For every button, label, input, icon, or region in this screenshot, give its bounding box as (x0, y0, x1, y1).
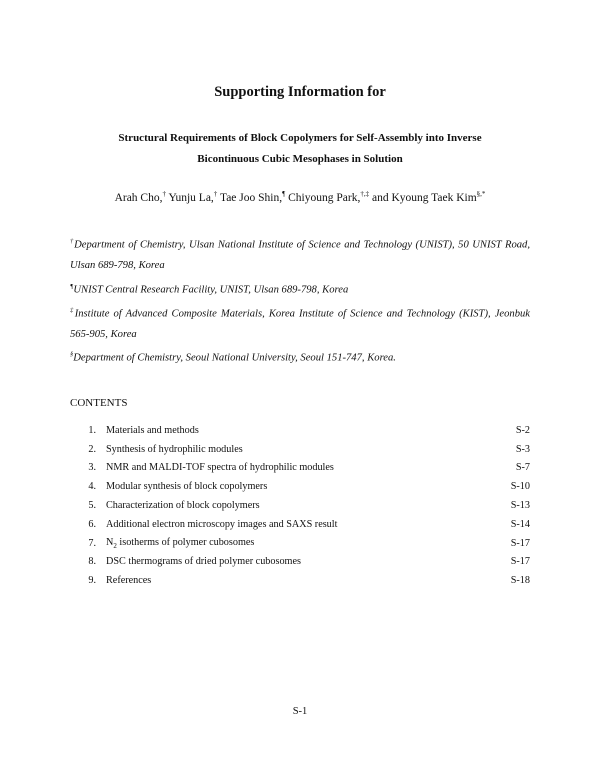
toc-label: Materials and methods (106, 424, 199, 436)
toc-label-subscript: 2 (113, 541, 117, 550)
toc-item[interactable] (70, 440, 530, 459)
author-mark: † (213, 190, 218, 198)
toc-page: S-10 (510, 481, 530, 493)
author-mark: † (162, 190, 166, 198)
toc-number: 4. (88, 481, 96, 493)
author-name: Arah Cho, (114, 191, 163, 204)
toc-item[interactable] (70, 477, 530, 496)
toc-item[interactable] (70, 459, 530, 478)
toc-label: Modular synthesis of block copolymers (106, 481, 268, 493)
toc-page: S-7 (515, 462, 530, 474)
affiliation (70, 232, 530, 277)
toc-page: S-18 (510, 575, 530, 587)
toc-page: S-13 (510, 500, 530, 512)
toc-item[interactable] (70, 515, 530, 534)
toc-label (106, 537, 482, 550)
toc-number: 1. (88, 424, 96, 436)
toc-page: S-17 (510, 556, 530, 568)
toc-label-rest: isotherms of polymer cubosomes (116, 536, 255, 548)
toc-label: DSC thermograms of dried polymer cubosomes (106, 556, 301, 568)
toc-number: 3. (88, 462, 96, 474)
toc-label: NMR and MALDI-TOF spectra of hydrophilic modules (106, 462, 334, 474)
table-of-contents (70, 421, 530, 590)
toc-item[interactable] (70, 534, 530, 553)
toc-page: S-3 (515, 443, 530, 455)
affiliation-text: Department of Chemistry, Ulsan National Institute of Science and Technology (UNIST), 50 UNIST Road, Ulsan 689-798, Korea (70, 239, 531, 272)
author-name: Yunju La, (168, 191, 214, 204)
toc-label: Additional electron microscopy images and SAXS result (106, 518, 338, 530)
author-list (0, 190, 600, 204)
toc-label: Synthesis of hydrophilic modules (106, 443, 243, 455)
toc-item[interactable] (70, 421, 530, 440)
toc-label: References (106, 575, 152, 587)
page-title: Supporting Information for (214, 84, 386, 100)
paper-title-line-2: Bicontinuous Cubic Mesophases in Solution (197, 153, 403, 165)
affiliation-text: Department of Chemistry, Seoul National University, Seoul 151-747, Korea. (73, 352, 396, 364)
affiliation-mark: ‡ (70, 306, 75, 314)
toc-page: S-17 (510, 537, 530, 549)
toc-number: 7. (88, 537, 96, 549)
paper-title-line-1: Structural Requirements of Block Copolymers for Self-Assembly into Inverse (118, 132, 482, 144)
toc-page: S-14 (510, 518, 530, 530)
toc-page: S-2 (515, 424, 530, 436)
affiliation (70, 277, 530, 301)
toc-label-formula: N (106, 536, 114, 548)
toc-number: 9. (88, 575, 96, 587)
toc-label: Characterization of block copolymers (106, 500, 260, 512)
toc-number: 6. (88, 518, 96, 530)
author-mark: †,‡ (360, 190, 370, 198)
contents-heading: CONTENTS (70, 397, 128, 409)
paper-title (60, 128, 540, 170)
author-name: and Kyoung Taek Kim (371, 191, 477, 204)
toc-item[interactable] (70, 553, 530, 572)
toc-item[interactable] (70, 571, 530, 590)
affiliation-mark: § (70, 351, 74, 359)
affiliation-list (70, 232, 530, 369)
affiliation-text: UNIST Central Research Facility, UNIST, Ulsan 689-798, Korea (73, 284, 349, 296)
affiliation-mark: † (70, 238, 75, 245)
affiliation (70, 301, 530, 346)
author-name: Tae Joo Shin, (219, 191, 283, 204)
affiliation-text: Institute of Advanced Composite Materials, Korea Institute of Science and Technology (KIST), Jeonbuk 565-905, Korea (70, 308, 531, 340)
author-mark: §,* (476, 190, 486, 198)
page-number: S-1 (292, 706, 308, 717)
affiliation-mark: ¶ (70, 282, 74, 290)
affiliation (70, 345, 530, 369)
toc-number: 5. (88, 500, 96, 512)
author-name: Chiyoung Park, (288, 191, 361, 204)
toc-number: 2. (88, 443, 96, 455)
toc-item[interactable] (70, 496, 530, 515)
toc-number: 8. (88, 556, 96, 568)
author-mark: ¶ (282, 190, 286, 198)
